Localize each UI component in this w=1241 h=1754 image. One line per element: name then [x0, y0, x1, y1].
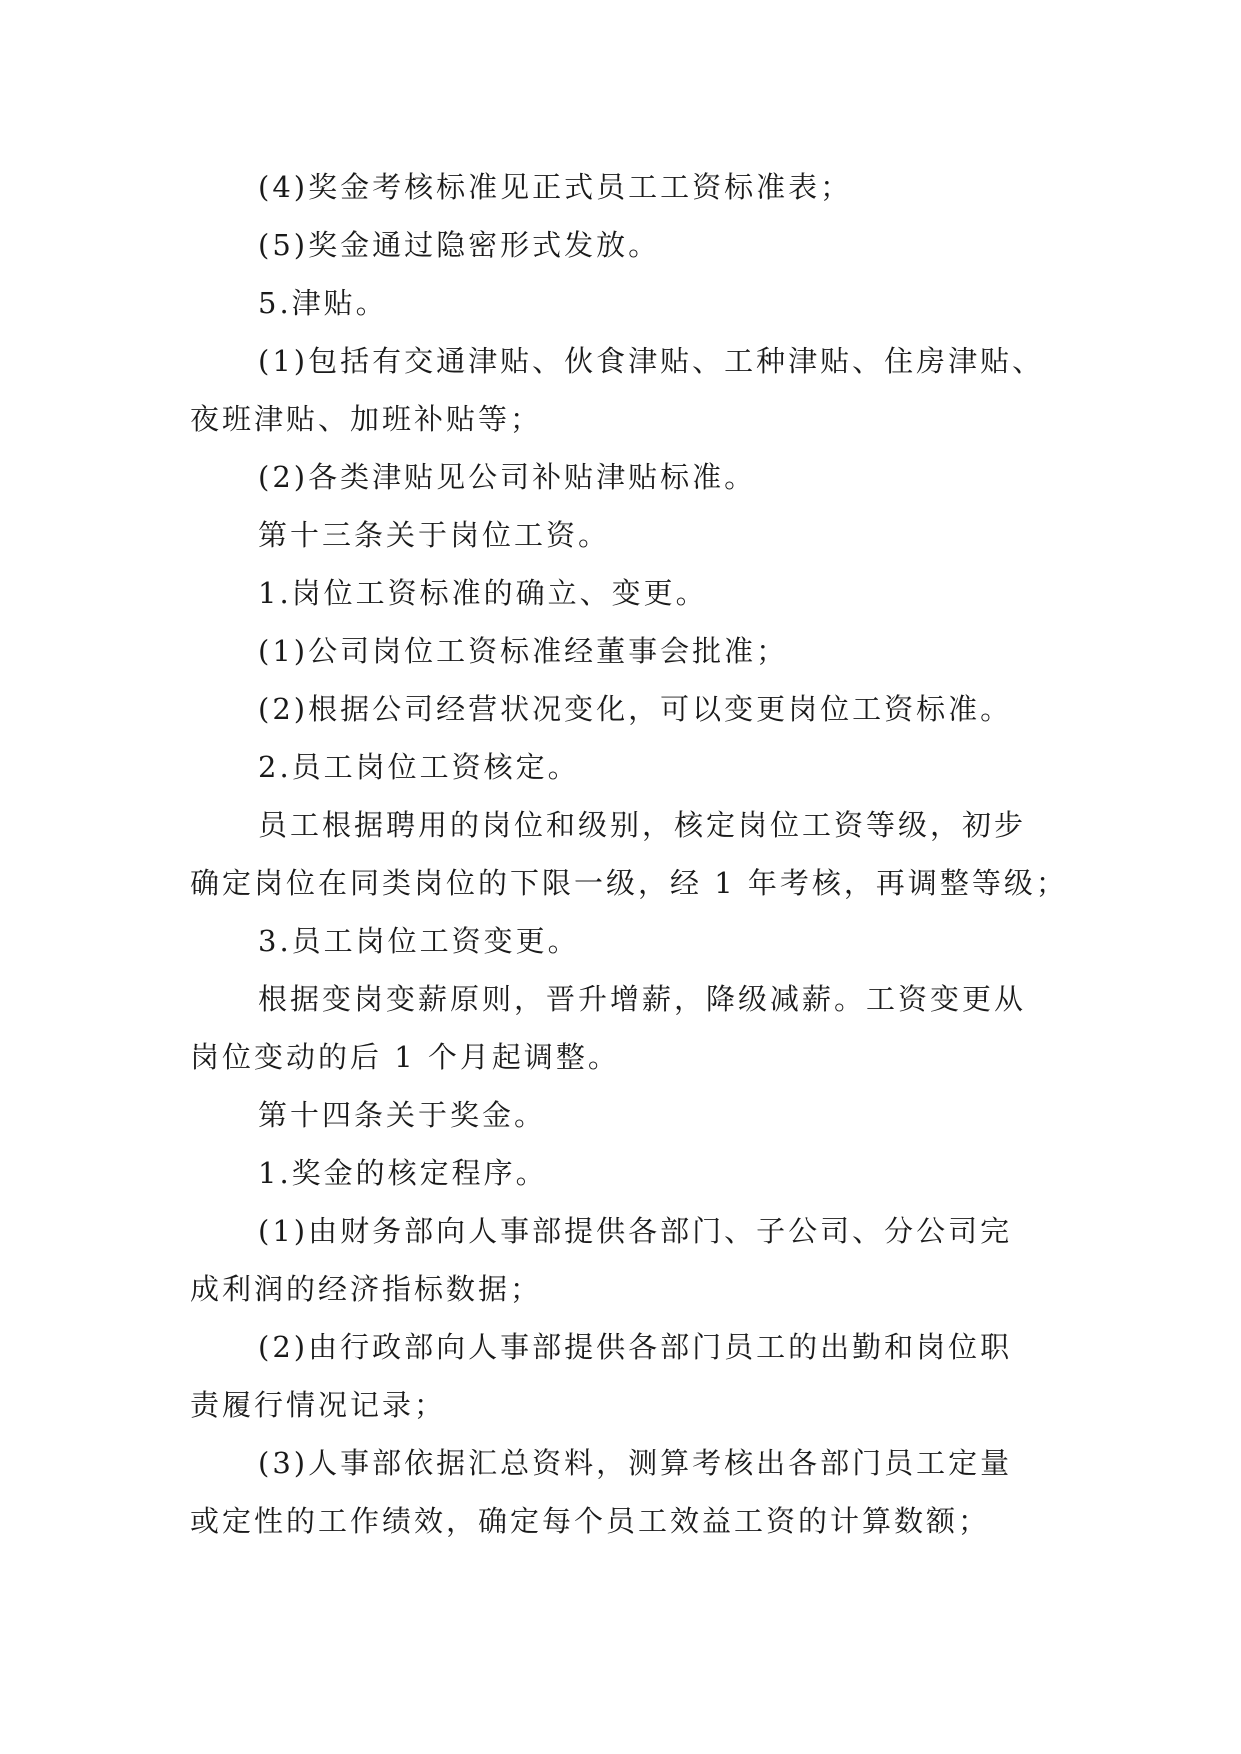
paragraph-line: 岗位变动的后 1 个月起调整。	[190, 1040, 620, 1074]
paragraph-line: 第十四条关于奖金。	[258, 1098, 547, 1132]
article-heading	[190, 1086, 1070, 1144]
paragraph-line: (1)由财务部向人事部提供各部门、子公司、分公司完	[258, 1214, 1013, 1248]
paragraph	[190, 680, 1070, 738]
paragraph-line: (2)根据公司经营状况变化，可以变更岗位工资标准。	[258, 692, 1013, 726]
paragraph-line: 5.津贴。	[258, 286, 388, 320]
section-heading	[190, 274, 1070, 332]
paragraph	[190, 1434, 1070, 1550]
section-heading	[190, 1144, 1070, 1202]
paragraph-line: (5)奖金通过隐密形式发放。	[258, 228, 661, 262]
paragraph	[190, 970, 1070, 1086]
section-heading	[190, 564, 1070, 622]
paragraph	[190, 332, 1070, 448]
paragraph	[190, 1202, 1070, 1318]
paragraph-line: (2)各类津贴见公司补贴津贴标准。	[258, 460, 757, 494]
paragraph	[190, 622, 1070, 680]
paragraph-line: (1)包括有交通津贴、伙食津贴、工种津贴、住房津贴、	[258, 344, 1045, 378]
paragraph-line: 成利润的经济指标数据；	[190, 1272, 543, 1306]
paragraph-line: (1)公司岗位工资标准经董事会批准；	[258, 634, 789, 668]
paragraph-line: 1.奖金的核定程序。	[258, 1156, 548, 1190]
section-heading	[190, 912, 1070, 970]
paragraph	[190, 796, 1070, 912]
paragraph-line: 1.岗位工资标准的确立、变更。	[258, 576, 708, 610]
section-heading	[190, 738, 1070, 796]
paragraph	[190, 1318, 1070, 1434]
paragraph-line: 确定岗位在同类岗位的下限一级，经 1 年考核，再调整等级；	[190, 866, 1068, 900]
paragraph-line: 夜班津贴、加班补贴等；	[190, 402, 543, 436]
paragraph-line: 3.员工岗位工资变更。	[258, 924, 580, 958]
paragraph-line: 员工根据聘用的岗位和级别，核定岗位工资等级，初步	[258, 808, 1027, 842]
paragraph-line: (3)人事部依据汇总资料，测算考核出各部门员工定量	[258, 1446, 1013, 1480]
paragraph-line: 根据变岗变薪原则，晋升增薪，降级减薪。工资变更从	[258, 982, 1027, 1016]
paragraph	[190, 158, 1070, 216]
paragraph-line: 第十三条关于岗位工资。	[258, 518, 611, 552]
paragraph-line: (2)由行政部向人事部提供各部门员工的出勤和岗位职	[258, 1330, 1013, 1364]
paragraph-line: (4)奖金考核标准见正式员工工资标准表；	[258, 170, 853, 204]
paragraph-line: 或定性的工作绩效，确定每个员工效益工资的计算数额；	[190, 1504, 991, 1538]
paragraph-line: 责履行情况记录；	[190, 1388, 447, 1422]
article-heading	[190, 506, 1070, 564]
paragraph	[190, 216, 1070, 274]
paragraph	[190, 448, 1070, 506]
document-body	[190, 158, 1070, 1550]
paragraph-line: 2.员工岗位工资核定。	[258, 750, 580, 784]
